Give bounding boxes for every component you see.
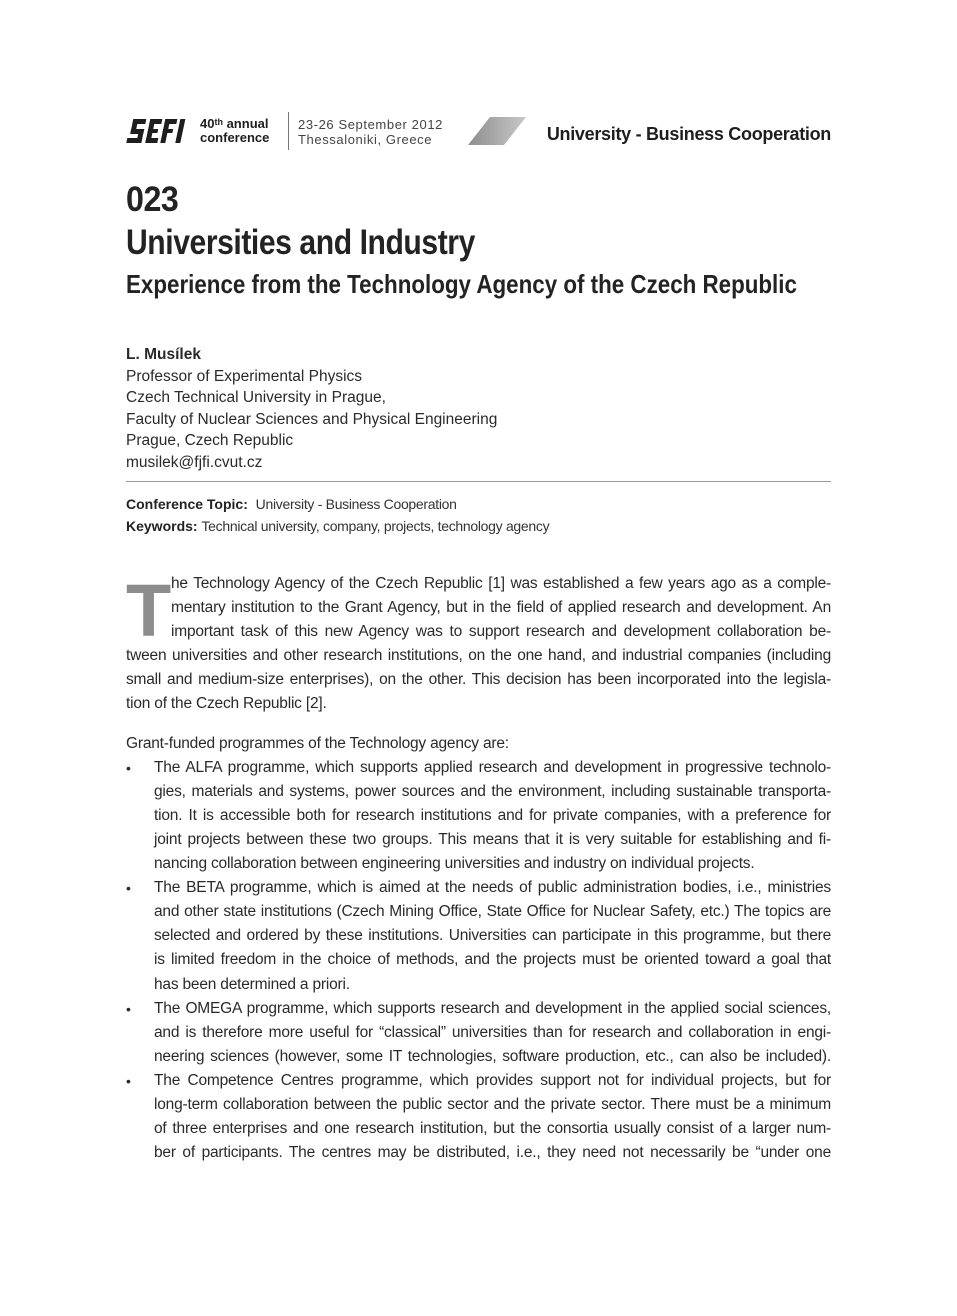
paper-subtitle: Experience from the Technology Agency of the Czech Republic (126, 269, 797, 299)
bullet-icon: • (126, 1072, 131, 1089)
drop-cap: T (126, 569, 172, 652)
list-item-line: neering sciences (however, some IT technologies, software production, etc., can also be included). (154, 1047, 831, 1065)
author-block (126, 344, 497, 474)
intro-line: tion of the Czech Republic [2]. (126, 695, 327, 713)
keywords-value: Technical university, company, projects, technology agency (201, 517, 550, 534)
list-item-line: tion. It is accessible both for research institutions and for private companies, with a preference for (154, 806, 831, 824)
bullet-icon: • (126, 759, 131, 776)
conference-date: 23-26 September 2012 (298, 117, 443, 132)
list-item-line: nancing collaboration between engineering universities and industry on individual projects. (154, 855, 755, 873)
bullet-icon: • (126, 880, 131, 897)
list-item (126, 1069, 831, 1165)
horizontal-rule (126, 481, 831, 482)
list-item-line: of three enterprises and one research institution, but the consortia usually consist of a larger num- (154, 1120, 831, 1138)
list-item-line: The Competence Centres programme, which provides support not for individual projects, but for (154, 1071, 831, 1089)
header-divider (288, 112, 289, 150)
conference-date-place (298, 117, 443, 147)
list-item-line: The OMEGA programme, which supports research and development in the applied social sciences, (154, 999, 831, 1017)
edition-annual: annual (222, 116, 269, 131)
list-item-line: ber of participants. The centres may be distributed, i.e., they need not necessarily be “under one (154, 1144, 831, 1162)
edition-number: 40 (200, 116, 215, 131)
keywords-label: Keywords: (126, 517, 198, 534)
list-item-line: gies, materials and systems, power sources and the environment, including sustainable transporta- (154, 782, 831, 800)
topic-value: University - Business Cooperation (255, 496, 457, 512)
paper-number: 023 (126, 180, 179, 219)
conference-place: Thessaloniki, Greece (298, 132, 433, 147)
list-item-line: and is therefore more useful for “classical” universities than for research and collaboration in engi- (154, 1023, 831, 1041)
list-item (126, 997, 831, 1069)
intro-line: he Technology Agency of the Czech Republic [1] was established a few years ago as a comple- (171, 575, 831, 592)
programmes-lead: Grant-funded programmes of the Technology agency are: (126, 734, 509, 752)
list-item-line: long-term collaboration between the public sector and the private sector. There must be a minimum (154, 1095, 831, 1113)
intro-paragraph (126, 569, 831, 717)
list-item-line: and other state institutions (Czech Mining Office, State Office for Nuclear Safety, etc.) The topics are (154, 903, 831, 921)
list-item-line: The BETA programme, which is aimed at the needs of public administration bodies, i.e., ministries (154, 879, 831, 897)
paper-meta (126, 494, 549, 537)
intro-line: small and medium-size enterprises), on the other. This decision has been incorporated into the legisla- (126, 671, 831, 689)
body-text (126, 569, 831, 1165)
list-item-line: The ALFA programme, which supports applied research and development in progressive technolo- (154, 758, 831, 776)
author-name: L. Musílek (126, 346, 201, 363)
intro-line: important task of this new Agency was to support research and development collaboration be- (171, 623, 831, 641)
edition-conference: conference (200, 130, 270, 145)
intro-line: tween universities and other research institutions, on the one hand, and industrial companies (including (126, 647, 831, 665)
author-university: Czech Technical University in Prague, (126, 389, 386, 407)
conference-edition (200, 115, 269, 145)
section-title: University - Business Cooperation (546, 124, 831, 144)
author-location: Prague, Czech Republic (126, 432, 294, 450)
author-email: musilek@fjfi.cvut.cz (126, 453, 263, 471)
list-item-line: has been determined a priori. (154, 975, 350, 993)
list-item-line: is limited freedom in the choice of methods, and the projects must be oriented toward a goal that (154, 951, 831, 969)
author-faculty: Faculty of Nuclear Sciences and Physical Engineering (126, 410, 498, 428)
list-item-line: joint projects between these two groups. This means that it is very suitable for establishing and fi- (154, 830, 831, 848)
list-item (126, 756, 831, 876)
list-item-line: selected and ordered by these institutions. Universities can participate in this programme, but there (154, 927, 831, 945)
parallelogram-graphic (468, 117, 526, 150)
paper-title: Universities and Industry (126, 223, 475, 262)
topic-label: Conference Topic: (126, 496, 248, 512)
edition-suffix: th (214, 117, 223, 127)
intro-line: mentary institution to the Grant Agency, but in the field of applied research and development. An (171, 599, 831, 617)
page-header (126, 112, 831, 152)
author-position: Professor of Experimental Physics (126, 367, 363, 385)
sefi-logo (126, 116, 190, 148)
bullet-icon: • (126, 1000, 131, 1017)
list-item (126, 876, 831, 996)
